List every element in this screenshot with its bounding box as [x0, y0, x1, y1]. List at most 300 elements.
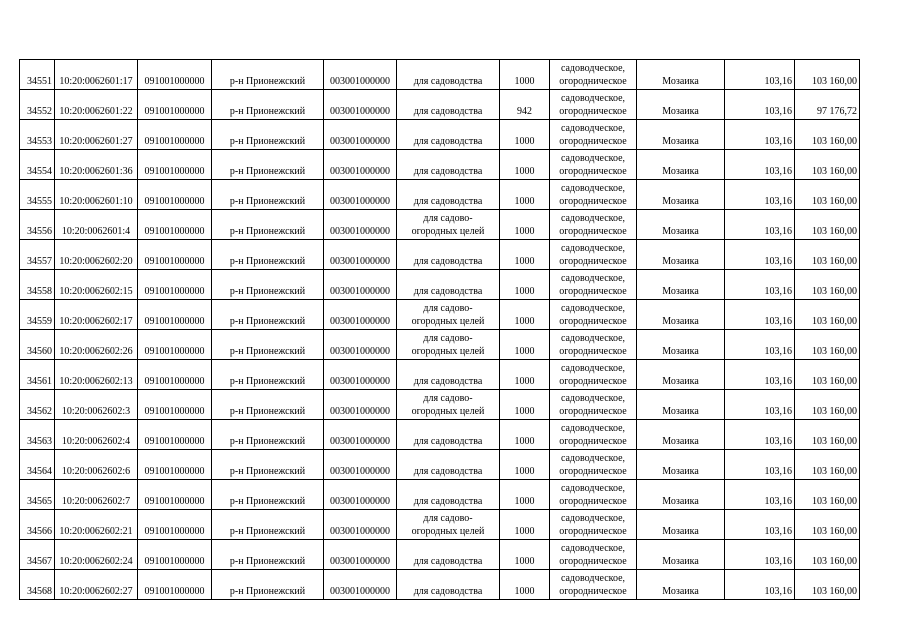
- okato-code-cell: [138, 120, 212, 150]
- oktmo-code-cell: [324, 60, 397, 90]
- specific-value-cell: [725, 390, 795, 420]
- district-cell: [212, 180, 324, 210]
- permitted-use-cell: [397, 90, 500, 120]
- permitted-use-cell: [397, 330, 500, 360]
- area-cell: [500, 210, 550, 240]
- permitted-use-cell-line: для садово-: [423, 333, 473, 344]
- table-row: [20, 300, 860, 330]
- cadastral-number-cell: [55, 210, 138, 240]
- use-type-cell-line: садоводческое,: [560, 243, 626, 254]
- area-cell-text: 1000: [514, 286, 535, 297]
- cadastral-value-cell-text: 103 160,00: [812, 226, 857, 237]
- okato-code-cell-text: 091001000000: [144, 106, 205, 117]
- specific-value-cell-text: 103,16: [764, 406, 792, 417]
- row-number-cell-text: 34566: [27, 526, 52, 537]
- use-type-cell-line: огородническое: [559, 256, 627, 267]
- row-number-cell-text: 34568: [27, 586, 52, 597]
- row-number-cell-text: 34560: [27, 346, 52, 357]
- evaluation-zone-cell-text: Мозаика: [662, 286, 699, 297]
- permitted-use-cell: [397, 360, 500, 390]
- okato-code-cell: [138, 90, 212, 120]
- evaluation-zone-cell: [637, 510, 725, 540]
- cadastral-value-cell: [795, 390, 860, 420]
- district-cell: [212, 90, 324, 120]
- cadastral-value-cell-text: 103 160,00: [812, 496, 857, 507]
- cadastral-value-cell: [795, 60, 860, 90]
- district-cell: [212, 570, 324, 600]
- row-number-cell-text: 34565: [27, 496, 52, 507]
- permitted-use-cell: [397, 180, 500, 210]
- specific-value-cell-text: 103,16: [764, 556, 792, 567]
- district-cell: [212, 120, 324, 150]
- area-cell-text: 1000: [514, 166, 535, 177]
- cadastral-number-cell-text: 10:20:0062602:21: [59, 526, 133, 537]
- district-cell-text: р-н Прионежский: [229, 436, 306, 447]
- district-cell-text: р-н Прионежский: [229, 526, 306, 537]
- evaluation-zone-cell: [637, 90, 725, 120]
- cadastral-number-cell: [55, 480, 138, 510]
- row-number-cell-text: 34567: [27, 556, 52, 567]
- area-cell: [500, 180, 550, 210]
- cadastral-value-cell-text: 103 160,00: [812, 556, 857, 567]
- use-type-cell: [550, 60, 637, 90]
- table-row: [20, 240, 860, 270]
- district-cell: [212, 270, 324, 300]
- evaluation-zone-cell-text: Мозаика: [662, 526, 699, 537]
- row-number-cell: [20, 330, 55, 360]
- okato-code-cell: [138, 480, 212, 510]
- oktmo-code-cell-text: 003001000000: [330, 286, 390, 297]
- use-type-cell-line: садоводческое,: [560, 153, 626, 164]
- row-number-cell-text: 34559: [27, 316, 52, 327]
- oktmo-code-cell-text: 003001000000: [330, 496, 390, 507]
- permitted-use-cell: [397, 420, 500, 450]
- okato-code-cell-text: 091001000000: [144, 256, 205, 267]
- table-row: [20, 120, 860, 150]
- use-type-cell-line: садоводческое,: [560, 183, 626, 194]
- specific-value-cell: [725, 330, 795, 360]
- district-cell: [212, 390, 324, 420]
- table-row: [20, 450, 860, 480]
- area-cell-text: 1000: [514, 136, 535, 147]
- table-row: [20, 180, 860, 210]
- permitted-use-cell: [397, 480, 500, 510]
- specific-value-cell: [725, 480, 795, 510]
- okato-code-cell-text: 091001000000: [144, 166, 205, 177]
- permitted-use-cell-line: огородных целей: [411, 316, 485, 327]
- cadastral-value-cell-text: 103 160,00: [812, 256, 857, 267]
- area-cell: [500, 150, 550, 180]
- table-row: [20, 150, 860, 180]
- evaluation-zone-cell-text: Мозаика: [662, 466, 699, 477]
- table-row: [20, 570, 860, 600]
- row-number-cell: [20, 240, 55, 270]
- cadastral-number-cell: [55, 300, 138, 330]
- evaluation-zone-cell-text: Мозаика: [662, 436, 699, 447]
- okato-code-cell: [138, 60, 212, 90]
- okato-code-cell: [138, 450, 212, 480]
- specific-value-cell: [725, 180, 795, 210]
- row-number-cell: [20, 450, 55, 480]
- district-cell: [212, 210, 324, 240]
- area-cell: [500, 570, 550, 600]
- area-cell: [500, 60, 550, 90]
- permitted-use-cell: [397, 570, 500, 600]
- evaluation-zone-cell-text: Мозаика: [662, 586, 699, 597]
- specific-value-cell-text: 103,16: [764, 256, 792, 267]
- row-number-cell-text: 34562: [27, 406, 52, 417]
- use-type-cell-line: огородническое: [559, 226, 627, 237]
- cadastral-number-cell-text: 10:20:0062602:20: [59, 256, 133, 267]
- row-number-cell: [20, 570, 55, 600]
- evaluation-zone-cell: [637, 540, 725, 570]
- cadastral-value-cell: [795, 480, 860, 510]
- oktmo-code-cell: [324, 450, 397, 480]
- cadastral-number-cell-text: 10:20:0062601:27: [59, 136, 133, 147]
- use-type-cell-line: огородническое: [559, 526, 627, 537]
- cadastral-value-cell-text: 103 160,00: [812, 586, 857, 597]
- okato-code-cell-text: 091001000000: [144, 316, 205, 327]
- okato-code-cell: [138, 180, 212, 210]
- row-number-cell-text: 34551: [27, 76, 52, 87]
- evaluation-zone-cell-text: Мозаика: [662, 256, 699, 267]
- okato-code-cell: [138, 570, 212, 600]
- okato-code-cell: [138, 540, 212, 570]
- permitted-use-cell: [397, 510, 500, 540]
- cadastral-number-cell: [55, 60, 138, 90]
- evaluation-zone-cell: [637, 120, 725, 150]
- row-number-cell: [20, 270, 55, 300]
- cadastral-number-cell-text: 10:20:0062602:27: [59, 586, 133, 597]
- okato-code-cell-text: 091001000000: [144, 496, 205, 507]
- district-cell-text: р-н Прионежский: [229, 316, 306, 327]
- cadastral-value-cell: [795, 450, 860, 480]
- permitted-use-cell-line: для садоводства: [413, 196, 483, 207]
- evaluation-zone-cell-text: Мозаика: [662, 196, 699, 207]
- permitted-use-cell: [397, 240, 500, 270]
- okato-code-cell: [138, 270, 212, 300]
- cadastral-number-cell-text: 10:20:0062601:22: [59, 106, 133, 117]
- specific-value-cell-text: 103,16: [764, 316, 792, 327]
- use-type-cell-line: огородническое: [559, 286, 627, 297]
- evaluation-zone-cell-text: Мозаика: [662, 226, 699, 237]
- use-type-cell-line: садоводческое,: [560, 573, 626, 584]
- cadastral-value-cell: [795, 570, 860, 600]
- cadastral-value-cell-text: 103 160,00: [812, 436, 857, 447]
- row-number-cell-text: 34553: [27, 136, 52, 147]
- use-type-cell: [550, 570, 637, 600]
- row-number-cell-text: 34554: [27, 166, 52, 177]
- use-type-cell-line: садоводческое,: [560, 333, 626, 344]
- area-cell-text: 1000: [514, 346, 535, 357]
- okato-code-cell-text: 091001000000: [144, 196, 205, 207]
- area-cell: [500, 330, 550, 360]
- oktmo-code-cell: [324, 570, 397, 600]
- okato-code-cell: [138, 300, 212, 330]
- permitted-use-cell: [397, 150, 500, 180]
- specific-value-cell-text: 103,16: [764, 466, 792, 477]
- evaluation-zone-cell: [637, 150, 725, 180]
- area-cell-text: 1000: [514, 196, 535, 207]
- cadastral-value-cell: [795, 330, 860, 360]
- cadastral-value-cell-text: 103 160,00: [812, 346, 857, 357]
- oktmo-code-cell: [324, 390, 397, 420]
- table-row: [20, 360, 860, 390]
- use-type-cell: [550, 210, 637, 240]
- permitted-use-cell: [397, 120, 500, 150]
- area-cell: [500, 120, 550, 150]
- cadastral-number-cell-text: 10:20:0062602:17: [59, 316, 133, 327]
- table-row: [20, 540, 860, 570]
- okato-code-cell: [138, 240, 212, 270]
- area-cell-text: 1000: [514, 526, 535, 537]
- cadastral-number-cell: [55, 180, 138, 210]
- use-type-cell-line: садоводческое,: [560, 273, 626, 284]
- okato-code-cell-text: 091001000000: [144, 346, 205, 357]
- cadastral-value-cell-text: 103 160,00: [812, 526, 857, 537]
- specific-value-cell: [725, 270, 795, 300]
- area-cell-text: 1000: [514, 76, 535, 87]
- specific-value-cell: [725, 210, 795, 240]
- permitted-use-cell-line: для садоводства: [413, 586, 483, 597]
- permitted-use-cell-line: для садоводства: [413, 436, 483, 447]
- oktmo-code-cell: [324, 420, 397, 450]
- area-cell: [500, 240, 550, 270]
- specific-value-cell-text: 103,16: [764, 226, 792, 237]
- district-cell: [212, 300, 324, 330]
- use-type-cell: [550, 150, 637, 180]
- table-row: [20, 420, 860, 450]
- okato-code-cell-text: 091001000000: [144, 286, 205, 297]
- cadastral-number-cell-text: 10:20:0062602:15: [59, 286, 133, 297]
- permitted-use-cell-line: для садоводства: [413, 376, 483, 387]
- specific-value-cell-text: 103,16: [764, 166, 792, 177]
- cadastral-number-cell: [55, 240, 138, 270]
- cadastral-number-cell: [55, 510, 138, 540]
- cadastral-value-cell-text: 103 160,00: [812, 286, 857, 297]
- okato-code-cell-text: 091001000000: [144, 226, 205, 237]
- row-number-cell: [20, 390, 55, 420]
- row-number-cell-text: 34564: [27, 466, 52, 477]
- row-number-cell-text: 34556: [27, 226, 52, 237]
- use-type-cell: [550, 300, 637, 330]
- oktmo-code-cell: [324, 90, 397, 120]
- area-cell: [500, 270, 550, 300]
- use-type-cell-line: садоводческое,: [560, 93, 626, 104]
- use-type-cell-line: садоводческое,: [560, 63, 626, 74]
- table-body: [20, 60, 860, 600]
- evaluation-zone-cell: [637, 360, 725, 390]
- oktmo-code-cell-text: 003001000000: [330, 136, 390, 147]
- use-type-cell-line: огородническое: [559, 166, 627, 177]
- cadastral-value-cell: [795, 90, 860, 120]
- use-type-cell-line: огородническое: [559, 196, 627, 207]
- permitted-use-cell: [397, 540, 500, 570]
- area-cell-text: 1000: [514, 226, 535, 237]
- use-type-cell-line: садоводческое,: [560, 543, 626, 554]
- evaluation-zone-cell: [637, 420, 725, 450]
- evaluation-zone-cell-text: Мозаика: [662, 376, 699, 387]
- oktmo-code-cell: [324, 240, 397, 270]
- district-cell-text: р-н Прионежский: [229, 256, 306, 267]
- cadastral-number-cell-text: 10:20:0062602:6: [61, 466, 131, 477]
- district-cell: [212, 420, 324, 450]
- cadastral-value-cell-text: 97 176,72: [817, 106, 857, 117]
- district-cell: [212, 150, 324, 180]
- specific-value-cell: [725, 450, 795, 480]
- district-cell: [212, 450, 324, 480]
- table-row: [20, 210, 860, 240]
- cadastral-number-cell: [55, 390, 138, 420]
- evaluation-zone-cell: [637, 210, 725, 240]
- specific-value-cell: [725, 120, 795, 150]
- permitted-use-cell-line: для садоводства: [413, 166, 483, 177]
- permitted-use-cell-line: для садоводства: [413, 76, 483, 87]
- specific-value-cell-text: 103,16: [764, 436, 792, 447]
- district-cell-text: р-н Прионежский: [229, 196, 306, 207]
- specific-value-cell: [725, 540, 795, 570]
- use-type-cell: [550, 180, 637, 210]
- row-number-cell: [20, 540, 55, 570]
- cadastral-number-cell-text: 10:20:0062602:13: [59, 376, 133, 387]
- area-cell: [500, 510, 550, 540]
- cadastral-value-cell-text: 103 160,00: [812, 466, 857, 477]
- use-type-cell: [550, 510, 637, 540]
- cadastral-number-cell-text: 10:20:0062602:26: [59, 346, 133, 357]
- area-cell-text: 1000: [514, 256, 535, 267]
- permitted-use-cell-line: огородных целей: [411, 406, 485, 417]
- area-cell-text: 1000: [514, 316, 535, 327]
- row-number-cell: [20, 60, 55, 90]
- area-cell: [500, 420, 550, 450]
- oktmo-code-cell-text: 003001000000: [330, 376, 390, 387]
- oktmo-code-cell-text: 003001000000: [330, 316, 390, 327]
- area-cell-text: 1000: [514, 376, 535, 387]
- permitted-use-cell-line: огородных целей: [411, 526, 485, 537]
- evaluation-zone-cell-text: Мозаика: [662, 556, 699, 567]
- cadastral-value-cell: [795, 270, 860, 300]
- row-number-cell: [20, 120, 55, 150]
- use-type-cell-line: огородническое: [559, 316, 627, 327]
- cadastral-value-cell-text: 103 160,00: [812, 406, 857, 417]
- use-type-cell-line: садоводческое,: [560, 483, 626, 494]
- cadastral-value-cell: [795, 240, 860, 270]
- area-cell-text: 1000: [514, 466, 535, 477]
- specific-value-cell-text: 103,16: [764, 496, 792, 507]
- evaluation-zone-cell: [637, 480, 725, 510]
- area-cell-text: 1000: [514, 406, 535, 417]
- cadastral-number-cell: [55, 540, 138, 570]
- row-number-cell: [20, 480, 55, 510]
- permitted-use-cell-line: для садоводства: [413, 466, 483, 477]
- table-row: [20, 270, 860, 300]
- oktmo-code-cell-text: 003001000000: [330, 196, 390, 207]
- table-row: [20, 60, 860, 90]
- evaluation-zone-cell: [637, 570, 725, 600]
- district-cell-text: р-н Прионежский: [229, 226, 306, 237]
- okato-code-cell: [138, 360, 212, 390]
- specific-value-cell: [725, 90, 795, 120]
- evaluation-zone-cell: [637, 300, 725, 330]
- use-type-cell-line: огородническое: [559, 556, 627, 567]
- okato-code-cell: [138, 510, 212, 540]
- use-type-cell-line: огородническое: [559, 406, 627, 417]
- okato-code-cell: [138, 420, 212, 450]
- oktmo-code-cell-text: 003001000000: [330, 586, 390, 597]
- evaluation-zone-cell: [637, 390, 725, 420]
- row-number-cell: [20, 420, 55, 450]
- row-number-cell: [20, 180, 55, 210]
- area-cell-text: 1000: [514, 586, 535, 597]
- use-type-cell: [550, 390, 637, 420]
- okato-code-cell: [138, 150, 212, 180]
- specific-value-cell: [725, 150, 795, 180]
- use-type-cell-line: огородническое: [559, 436, 627, 447]
- row-number-cell-text: 34552: [27, 106, 52, 117]
- okato-code-cell: [138, 330, 212, 360]
- row-number-cell: [20, 300, 55, 330]
- evaluation-zone-cell: [637, 330, 725, 360]
- row-number-cell: [20, 90, 55, 120]
- oktmo-code-cell-text: 003001000000: [330, 256, 390, 267]
- district-cell: [212, 60, 324, 90]
- specific-value-cell: [725, 510, 795, 540]
- oktmo-code-cell: [324, 540, 397, 570]
- evaluation-zone-cell: [637, 270, 725, 300]
- evaluation-zone-cell: [637, 240, 725, 270]
- row-number-cell: [20, 360, 55, 390]
- specific-value-cell-text: 103,16: [764, 196, 792, 207]
- area-cell: [500, 360, 550, 390]
- specific-value-cell: [725, 60, 795, 90]
- cadastral-number-cell-text: 10:20:0062601:17: [59, 76, 133, 87]
- evaluation-zone-cell-text: Мозаика: [662, 166, 699, 177]
- permitted-use-cell-line: для садово-: [423, 513, 473, 524]
- oktmo-code-cell-text: 003001000000: [330, 226, 390, 237]
- cadastral-value-cell: [795, 150, 860, 180]
- oktmo-code-cell: [324, 510, 397, 540]
- area-cell: [500, 480, 550, 510]
- use-type-cell-line: огородническое: [559, 496, 627, 507]
- cadastral-value-cell-text: 103 160,00: [812, 76, 857, 87]
- district-cell: [212, 330, 324, 360]
- use-type-cell: [550, 120, 637, 150]
- row-number-cell-text: 34557: [27, 256, 52, 267]
- okato-code-cell-text: 091001000000: [144, 406, 205, 417]
- cadastral-number-cell-text: 10:20:0062601:36: [59, 166, 133, 177]
- district-cell-text: р-н Прионежский: [229, 346, 306, 357]
- district-cell-text: р-н Прионежский: [229, 286, 306, 297]
- oktmo-code-cell-text: 003001000000: [330, 346, 390, 357]
- permitted-use-cell-line: для садоводства: [413, 286, 483, 297]
- oktmo-code-cell: [324, 360, 397, 390]
- cadastral-value-cell-text: 103 160,00: [812, 316, 857, 327]
- oktmo-code-cell: [324, 330, 397, 360]
- oktmo-code-cell: [324, 210, 397, 240]
- okato-code-cell-text: 091001000000: [144, 466, 205, 477]
- use-type-cell-line: садоводческое,: [560, 393, 626, 404]
- specific-value-cell-text: 103,16: [764, 526, 792, 537]
- use-type-cell: [550, 480, 637, 510]
- oktmo-code-cell: [324, 270, 397, 300]
- evaluation-zone-cell-text: Мозаика: [662, 316, 699, 327]
- cadastral-value-cell-text: 103 160,00: [812, 376, 857, 387]
- row-number-cell-text: 34555: [27, 196, 52, 207]
- permitted-use-cell: [397, 450, 500, 480]
- permitted-use-cell-line: для садово-: [423, 213, 473, 224]
- use-type-cell-line: садоводческое,: [560, 363, 626, 374]
- evaluation-zone-cell-text: Мозаика: [662, 496, 699, 507]
